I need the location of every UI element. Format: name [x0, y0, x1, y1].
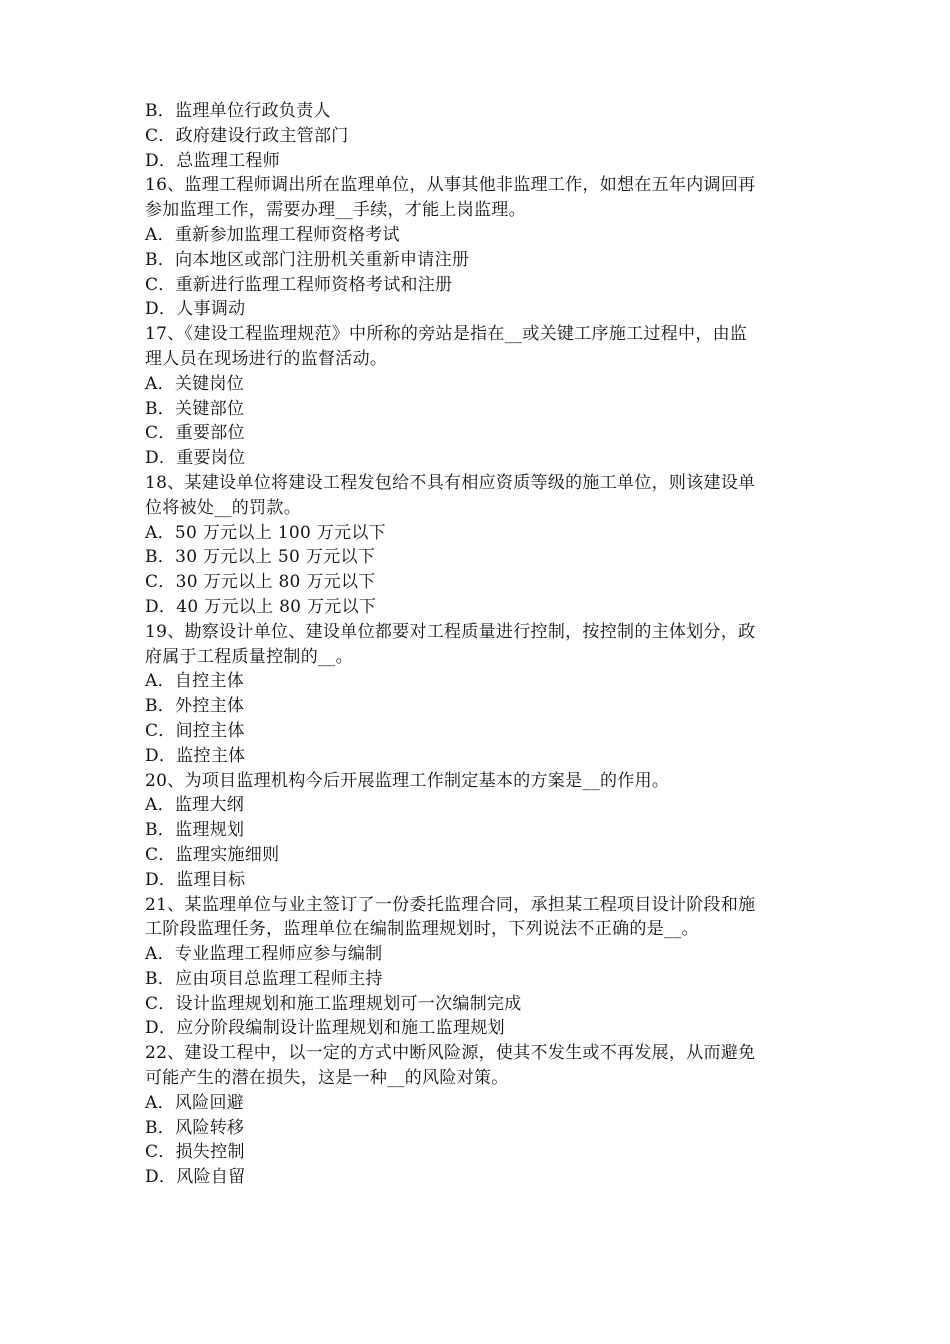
question-line: 参加监理工作，需要办理__手续，才能上岗监理。 — [145, 200, 526, 221]
question-line: 工阶段监理任务，监理单位在编制监理规划时，下列说法不正确的是__。 — [145, 919, 699, 940]
option-line: B．监理单位行政负责人 — [145, 101, 331, 121]
option-line: D．监控主体 — [145, 745, 246, 766]
option-line: C．30 万元以上 80 万元以下 — [145, 572, 376, 593]
question-line: 21、某监理单位与业主签订了一份委托监理合同，承担某工程项目设计阶段和施 — [145, 894, 756, 915]
option-line: B．关键部位 — [145, 398, 245, 419]
option-line: B．30 万元以上 50 万元以下 — [145, 547, 376, 568]
option-line: D．人事调动 — [145, 299, 246, 320]
option-line: B．监理规划 — [145, 820, 245, 841]
option-line: A．50 万元以上 100 万元以下 — [145, 522, 386, 543]
option-line: B．应由项目总监理工程师主持 — [145, 968, 383, 989]
option-line: B．外控主体 — [145, 696, 245, 717]
option-line: D．40 万元以上 80 万元以下 — [145, 596, 377, 617]
option-line: A．关键岗位 — [145, 373, 245, 394]
option-line: D．应分阶段编制设计监理规划和施工监理规划 — [145, 1018, 505, 1039]
option-line: A．监理大纲 — [145, 795, 245, 816]
question-line: 府属于工程质量控制的__。 — [145, 646, 353, 667]
question-line: 理人员在现场进行的监督活动。 — [145, 348, 388, 369]
option-line: D．重要岗位 — [145, 448, 246, 469]
option-line: C．监理实施细则 — [145, 844, 280, 865]
option-line: C．损失控制 — [145, 1142, 245, 1163]
question-line: 16、监理工程师调出所在监理单位，从事其他非监理工作，如想在五年内调回再 — [145, 175, 756, 196]
option-line: B．风险转移 — [145, 1117, 245, 1138]
question-line: 17、《建设工程监理规范》中所称的旁站是指在__或关键工序施工过程中，由监 — [145, 324, 748, 345]
option-line: A．自控主体 — [145, 671, 245, 692]
document-body — [145, 99, 825, 1190]
question-line: 19、勘察设计单位、建设单位都要对工程质量进行控制，按控制的主体划分，政 — [145, 621, 756, 642]
option-line: C．设计监理规划和施工监理规划可一次编制完成 — [145, 993, 522, 1014]
option-line: D．总监理工程师 — [145, 150, 281, 171]
option-line: B．向本地区或部门注册机关重新申请注册 — [145, 249, 470, 270]
option-line: D．监理目标 — [145, 869, 246, 890]
option-line: A．专业监理工程师应参与编制 — [145, 944, 383, 965]
question-line: 可能产生的潜在损失，这是一种__的风险对策。 — [145, 1068, 509, 1089]
question-line: 20、为项目监理机构今后开展监理工作制定基本的方案是__的作用。 — [145, 770, 670, 791]
option-line: C．政府建设行政主管部门 — [145, 125, 349, 146]
option-line: C．间控主体 — [145, 720, 245, 741]
option-line: A．重新参加监理工程师资格考试 — [145, 224, 400, 245]
option-line: A．风险回避 — [145, 1092, 245, 1113]
question-line: 22、建设工程中，以一定的方式中断风险源，使其不发生或不再发展，从而避免 — [145, 1043, 756, 1064]
option-line: D．风险自留 — [145, 1167, 246, 1188]
question-line: 位将被处__的罚款。 — [145, 497, 301, 518]
option-line: C．重新进行监理工程师资格考试和注册 — [145, 274, 453, 295]
option-line: C．重要部位 — [145, 423, 245, 444]
question-line: 18、某建设单位将建设工程发包给不具有相应资质等级的施工单位，则该建设单 — [145, 472, 756, 493]
